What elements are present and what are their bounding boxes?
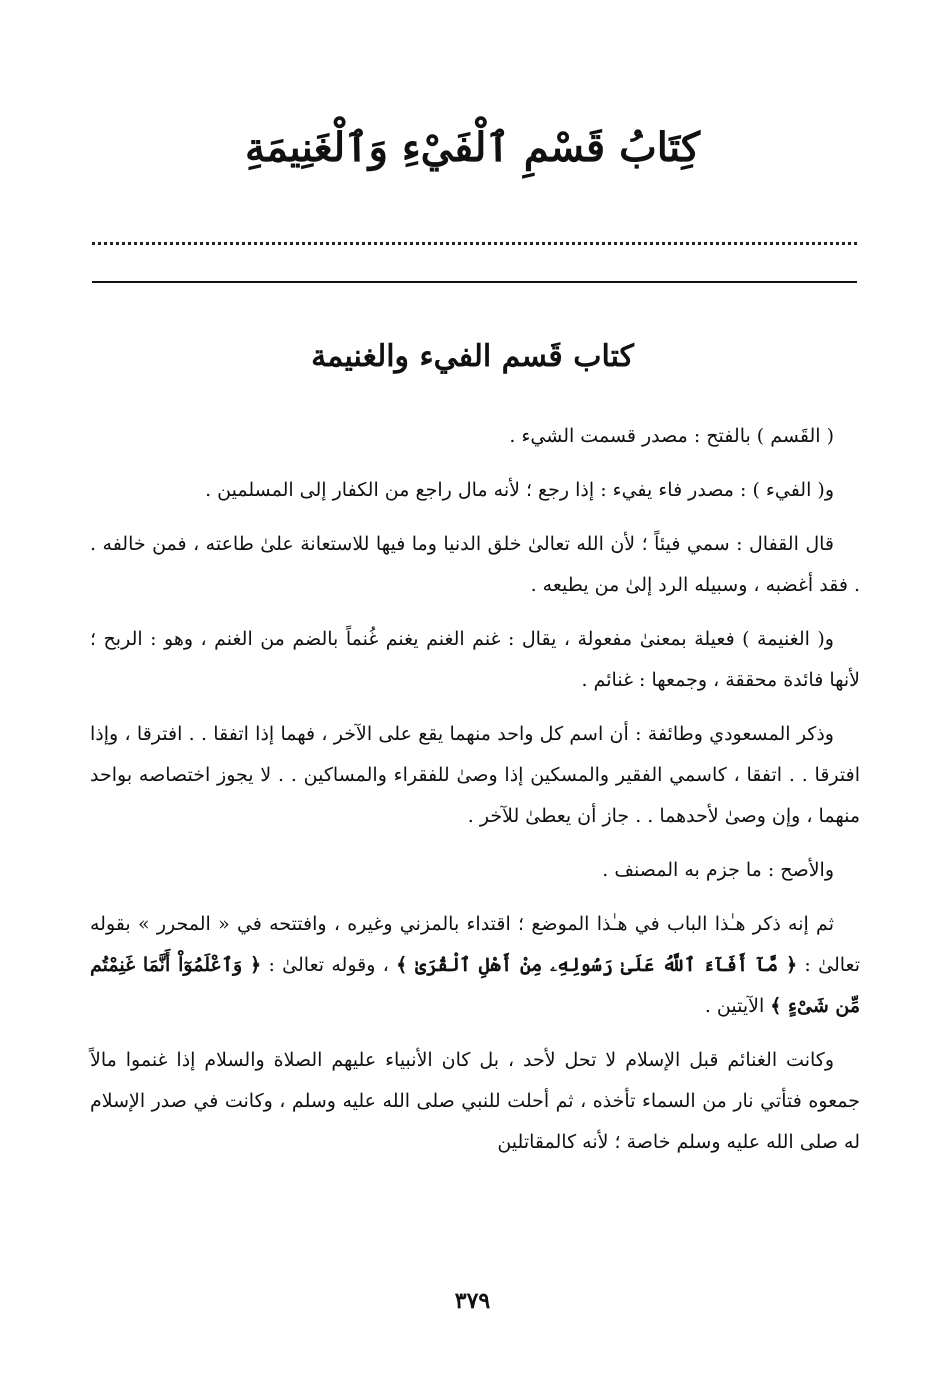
paragraph-qasm: ( القَسم ) بالفتح : مصدر قسمت الشيء . xyxy=(509,425,834,447)
section-title: كتاب قَسم الفيء والغنيمة xyxy=(311,339,634,374)
paragraph-ghanima: و( الغنيمة ) فعيلة بمعنىٰ مفعولة ، يقال : غنم الغنم يغنم غُنماً بالضم من الغنم ، وهو : الربح ؛ لأنها فائدة محققة ، وجمعها : غنائم . xyxy=(90,628,860,691)
paragraph-fay: و( الفيء ) : مصدر فاء يفيء : إذا رجع ؛ لأنه مال راجع من الكفار إلى المسلمين . xyxy=(205,479,834,501)
paragraph-masudi: وذكر المسعودي وطائفة : أن اسم كل واحد منهما يقع على الآخر ، فهما إذا اتفقا . . افترقا ، وإذا افترقا . . اتفقا ، كاسمي الفقير والمسكين إذا وصىٰ للفقراء والمساكين . . لا يجوز اختصاصه بواحد منهما ، وإن وصىٰ لأحدهما . . جاز أن يعطىٰ للآخر . xyxy=(90,723,860,827)
quran-verse-ghanima: ﴿ وَٱعْلَمُوٓاْ أَنَّمَا غَنِمْتُم مِّن شَىْءٍ ﴾ xyxy=(90,954,860,1017)
chapter-title: كِتَابُ قَسْمِ ٱلْفَيْءِ وَٱلْغَنِيمَةِ xyxy=(244,124,701,171)
dotted-separator xyxy=(92,232,857,245)
quran-intro-text: ثم إنه ذكر هـٰذا الباب في هـٰذا الموضع ؛ اقتداء بالمزني وغيره ، وافتتحه في « المحرر » بقوله تعالىٰ : xyxy=(90,913,860,976)
page-number: ٣٧٩ xyxy=(454,1288,491,1314)
paragraph-qaffal: قال القفال : سمي فيئاً ؛ لأن الله تعالىٰ خلق الدنيا وما فيها للاستعانة علىٰ طاعته ، فمن خالفه . . فقد أغضبه ، وسبيله الرد إلىٰ من يطيعه . xyxy=(90,533,860,596)
quran-verse-fay: ﴿ مَّآ أَفَآءَ ٱللَّهُ عَلَىٰ رَسُولِهِۦ مِنْ أَهْلِ ٱلْقُرَىٰ ﴾ xyxy=(396,954,798,976)
horizontal-rule xyxy=(92,281,857,283)
quran-connector-text: ، وقوله تعالىٰ : xyxy=(268,954,389,976)
commentary-body xyxy=(90,416,860,1176)
paragraph-history: وكانت الغنائم قبل الإسلام لا تحل لأحد ، بل كان الأنبياء عليهم الصلاة والسلام إذا غنموا مالاً جمعوه فتأتي نار من السماء تأخذه ، ثم أحلت للنبي صلى الله عليه وسلم ، وكانت في صدر الإسلام له صلى الله عليه وسلم خاصة ؛ لأنه كالمقاتلين xyxy=(90,1049,860,1153)
quran-outro-text: الآيتين . xyxy=(704,995,765,1017)
paragraph-asah: والأصح : ما جزم به المصنف . xyxy=(602,859,834,881)
paragraph-quran-verses xyxy=(90,904,860,1027)
